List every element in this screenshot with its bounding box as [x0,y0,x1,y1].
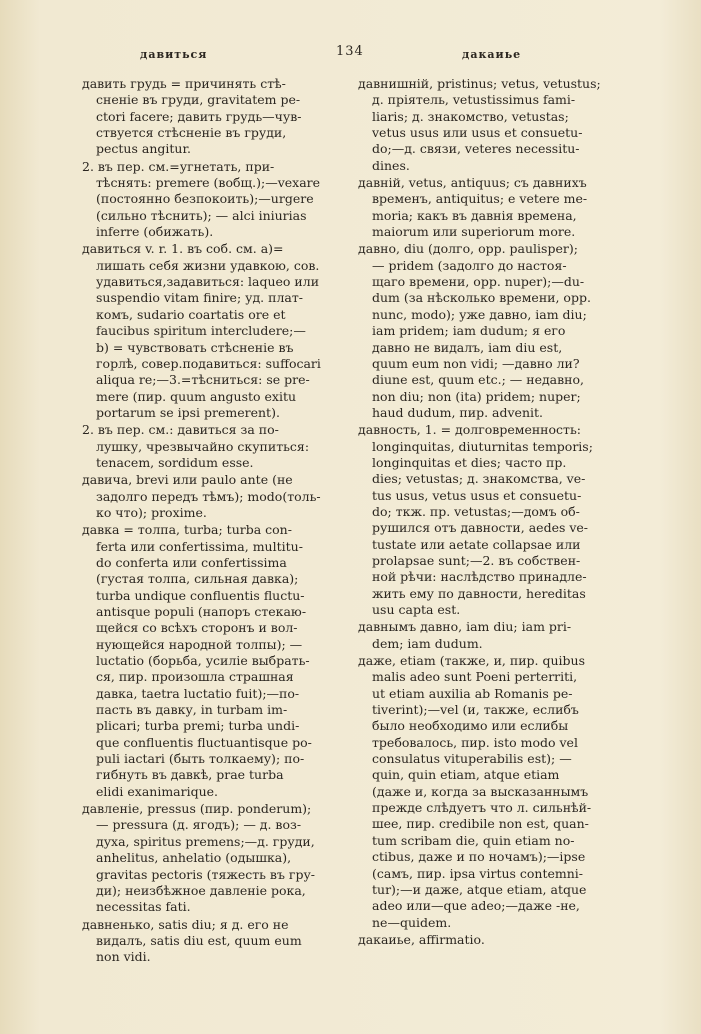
entry-line: (густая толпа, сильная давка); [96,571,299,587]
entry-line: ferta или confertissima, multitu- [96,538,303,554]
entry-line: aliqua re;—3.=тѣсниться: se pre- [96,372,310,388]
entry-line: (постоянно безпокоить);—urgere [96,191,314,207]
entry-line: dines. [372,157,410,173]
entry-line: diune est, quum etc.; — недавно, [372,372,584,388]
entry-line: tiverint);—vel (и, также, еслибъ [372,702,579,718]
entry-line: гибнуть въ давкѣ, prae turba [96,767,284,783]
entry-line: tur);—и даже, atque etiam, atque [372,881,587,897]
entry-line: tustate или aetate collapsae или [372,536,581,552]
entry-line: gravitas pectoris (тяжесть въ гру- [96,866,316,882]
entry-line: dem; iam dudum. [372,635,483,651]
entry-line: turba undique confluentis fluctu- [96,587,305,603]
entry-line: vetus usus или usus et consuetu- [372,125,583,141]
entry-line: faucibus spiritum intercludere;— [96,323,306,339]
entry-line: mere (пир. quum angusto exitu [96,388,297,404]
dictionary-entry [82,917,358,966]
dictionary-entry [82,76,358,158]
page-number: 134 [336,44,364,59]
dictionary-entry [82,522,358,800]
entry-line: iam pridem; iam dudum; я его [372,323,566,339]
entry-line: ся, пир. произошла страшная [96,669,294,685]
entry-line: antisque populi (напоръ стекаю- [96,604,307,619]
dictionary-entry [358,422,650,618]
left-column [82,76,358,967]
entry-line: anhelitus, anhelatio (одышка), [96,850,292,866]
entry-line: puli iactari (быть толкаему); по- [96,751,305,767]
dictionary-entry [358,653,650,931]
entry-line: временъ, antiquitus; e vetere me- [372,191,588,207]
entry-line: liaris; д. знакомство, vetustas; [372,108,569,124]
entry-line: лушку, чрезвычайно скупиться: [96,438,310,454]
entry-line: давка, taetra luctatio fuit);—по- [96,685,300,701]
entry-line: (сильно тѣснить); — alci iniurias [96,207,307,223]
entry-line: давно не видалъ, iam diu est, [372,339,563,355]
entry-line: давно, diu (долго, opp. paulisper); [358,241,578,257]
entry-line: (самъ, пир. ipsa virtus contemni- [372,865,584,881]
entry-line: consulatus vituperabilis est); — [372,751,572,767]
entry-line: ствуется стѣсненіе въ груди, [96,125,287,141]
entry-line: удавиться,задавиться: laqueo или [96,274,320,290]
entry-line: даже, etiam (также, и, пир. quibus [358,653,585,669]
entry-line: — pressura (д. ягодъ); — д. воз- [96,817,302,833]
entry-line: давнишній, pristinus; vetus, vetustus; [358,76,601,91]
entry-line: прежде слѣдуетъ что л. сильнѣй- [372,800,592,816]
entry-line: pectus angitur. [96,141,192,157]
entry-line: elidi exanimarique. [96,783,219,799]
entry-line: necessitas fati. [96,899,191,915]
entry-line: maiorum или superiorum more. [372,224,576,240]
entry-line: (даже и, когда за высказаннымъ [372,783,589,799]
entry-line: дакаиье, affirmatio. [358,931,485,947]
entry-line: давиться v. r. 1. въ соб. см. a)= [82,241,284,257]
entry-line: нующейся народной толпы); — [96,636,303,652]
entry-line: ut etiam auxilia ab Romanis pe- [372,685,573,701]
dictionary-entry [358,619,650,652]
entry-line: que confluentis fluctuantisque po- [96,734,312,750]
entry-line: tum scribam die, quin etiam no- [372,832,575,848]
entry-line: требовалось, пир. isto modo vel [372,734,578,750]
entry-line: non diu; non (ita) pridem; nuper; [372,388,581,404]
entry-line: пасть въ давку, in turbam im- [96,702,288,718]
entry-line: д. пріятель, vetustissimus fami- [372,92,576,108]
entry-line: 2. въ пер. см.=угнетать, при- [82,158,275,174]
entry-line: quin, quin etiam, atque etiam [372,767,560,783]
entry-line: adeo или—que adeo;—даже -не, [372,898,580,914]
entry-line: usu capta est. [372,602,461,617]
right-column [358,76,650,949]
dictionary-entry [82,241,358,421]
entry-line: комъ, sudario coartatis ore et [96,306,286,322]
entry-line: давить грудь = причинять стѣ- [82,76,286,91]
entry-line: давленіе, pressus (пир. ponderum); [82,801,312,817]
entry-line: dum (за нѣсколько времени, opp. [372,290,591,306]
entry-line: haud dudum, пир. advenit. [372,404,544,420]
entry-line: духа, spiritus premens;—д. груди, [96,833,315,849]
entry-line: видалъ, satis diu est, quum eum [96,932,302,948]
entry-line: щейся со всѣхъ сторонъ и вол- [96,620,298,636]
entry-line: b) = чувствовать стѣсненіе въ [96,339,294,355]
entry-line: рушился отъ давности, aedes ve- [372,520,589,536]
entry-line: ctibus, даже и по ночамъ);—ipse [372,849,586,865]
entry-line: do; ткж. пр. vetustas;—домъ об- [372,503,580,519]
dictionary-entry [82,801,358,915]
entry-line: задолго передъ тѣмъ); modo(толь- [96,488,321,504]
entry-line: жить ему по давности, hereditas [372,585,586,601]
dictionary-entry [82,422,358,471]
entry-line: давка = толпа, turba; turba con- [82,522,292,538]
entry-line: ко что); proxime. [96,504,207,520]
entry-line: tenacem, sordidum esse. [96,454,254,470]
entry-line: inferre (обижать). [96,224,214,240]
entry-line: quum eum non vidi; —давно ли? [372,355,580,371]
entry-line: шее, пир. credibile non est, quan- [372,816,589,832]
entry-line: luctatio (борьба, усиліе выбрать- [96,653,310,669]
entry-line: горлѣ, совер.подавиться: suffocari [96,355,321,371]
entry-line: 2. въ пер. см.: давиться за по- [82,422,279,438]
running-header [0,44,701,64]
entry-line: давненько, satis diu; я д. его не [82,916,289,932]
entry-line: longinquitas, diuturnitas temporis; [372,438,593,454]
dictionary-entry [358,932,650,948]
entry-line: щаго времени, opp. nuper);—du- [372,274,585,290]
dictionary-entry [82,159,358,241]
entry-line: сненіе въ груди, gravitatem pe- [96,92,301,108]
entry-line: тѣснять: premere (вобщ.);—vexare [96,175,321,191]
entry-line: prolapsae sunt;—2. въ собствен- [372,552,581,568]
entry-line: ной рѣчи: наслѣдство принадле- [372,569,587,585]
entry-line: plicari; turba premi; turba undi- [96,718,300,734]
entry-line: do conferta или confertissima [96,554,287,570]
dictionary-entry [358,76,650,174]
entry-line: portarum se ipsi premerent). [96,404,280,420]
entry-line: longinquitas et dies; часто пр. [372,454,567,470]
entry-line: dies; vetustas; д. знакомства, ve- [372,471,586,487]
header-right-word: дакаиье [462,48,522,61]
dictionary-entry [82,472,358,521]
entry-line: давность, 1. = долговременность: [358,422,581,438]
header-left-word: давиться [140,48,208,61]
entry-line: nunc, modo); уже давно, iam diu; [372,306,587,322]
entry-line: ne—quidem. [372,914,452,930]
entry-line: лишать себя жизни удавкою, сов. [96,257,320,273]
entry-line: давній, vetus, antiquus; съ давнихъ [358,175,587,191]
dictionary-entry [358,241,650,421]
entry-line: ди); неизбѣжное давленіе рока, [96,882,306,898]
entry-line: suspendio vitam finire; уд. плат- [96,290,303,306]
dictionary-entry [358,175,650,240]
entry-line: было необходимо или еслибы [372,718,569,734]
entry-line: tus usus, vetus usus et consuetu- [372,487,582,503]
entry-line: давнымъ давно, iam diu; iam pri- [358,619,572,635]
entry-line: malis adeo sunt Poeni perterriti, [372,669,578,685]
entry-line: давича, brevi или paulo ante (не [82,472,293,488]
entry-line: moria; какъ въ давнія времена, [372,207,577,223]
entry-line: do;—д. связи, veteres necessitu- [372,141,580,157]
entry-line: non vidi. [96,949,151,965]
entry-line: ctori facere; давить грудь—чув- [96,108,302,124]
entry-line: — pridem (задолго до настоя- [372,257,567,273]
